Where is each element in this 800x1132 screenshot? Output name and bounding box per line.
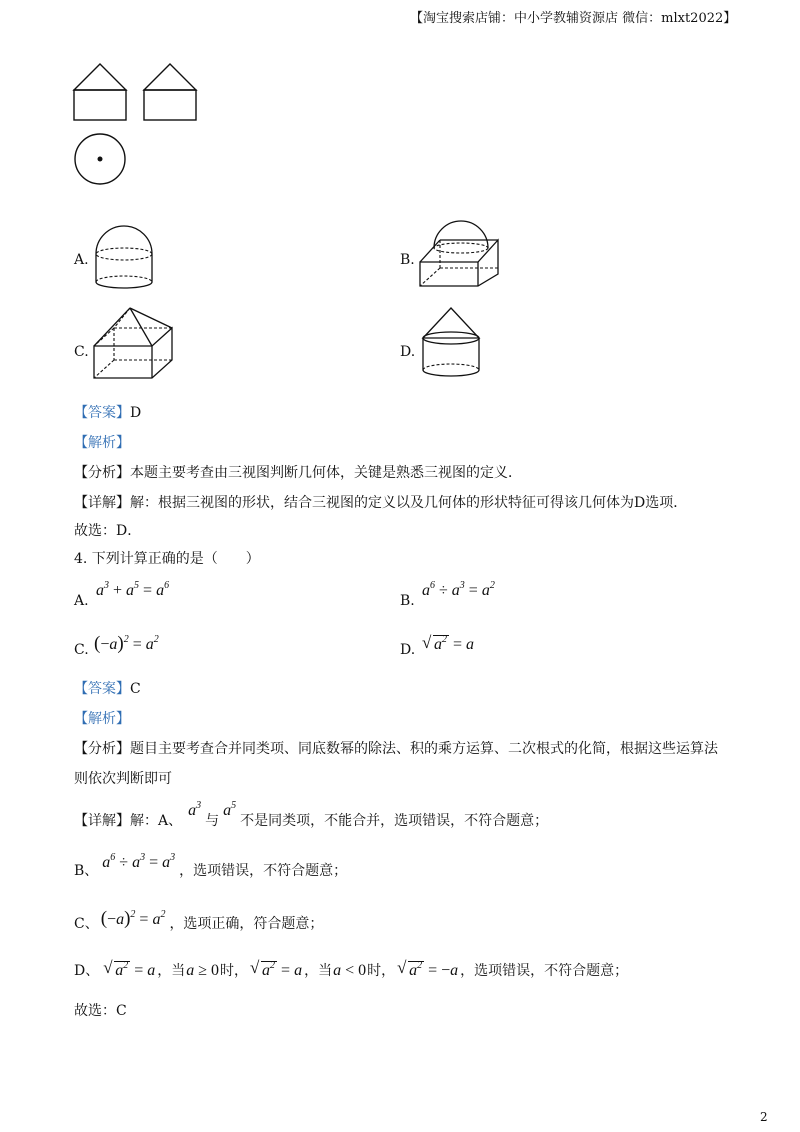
q3-analysis-tag: 【解析】 [74, 435, 130, 451]
q4-choose: 故选：C [74, 1003, 127, 1019]
q4-detail-c-line [74, 908, 324, 933]
q3-answer-line [74, 404, 141, 422]
q4-option-a-label: A. [74, 593, 89, 609]
q4-answer-tag: 【答案】 [74, 681, 130, 697]
q3-detail-text: 解：根据三视图的形状，结合三视图的定义以及几何体的形状特征可得该几何体为D选项． [130, 495, 688, 511]
q4-detail-a-yu: 与 [205, 813, 220, 829]
top-view-figure [74, 133, 130, 189]
q3-option-a-label: A. [74, 252, 89, 268]
q3-option-b-label: B. [400, 252, 415, 268]
q3-fenxi-text: 本题主要考查由三视图判断几何体，关键是熟悉三视图的定义． [130, 465, 522, 481]
q4-detail-b-expr: $a^6 \div a^3 = a^3$ [102, 852, 176, 871]
q4-option-a-expr: $a^3 + a^5 = a^6$ [96, 580, 170, 599]
q3-answer-tag: 【答案】 [74, 405, 130, 421]
q4-detail-d-shi1: 时， [220, 963, 249, 979]
q4-detail-b-label: B、 [74, 863, 99, 879]
q4-detail-b-line [74, 852, 348, 880]
q3-detail-tag: 【详解】 [74, 495, 130, 511]
q4-detail-d-cond1: a ≥ 0 [186, 962, 220, 979]
q4-detail-d-when1: ，当 [157, 963, 186, 979]
q4-detail-d-text: ，选项错误，不符合题意； [460, 963, 629, 979]
q4-detail-tag: 【详解】 [74, 813, 130, 829]
q4-detail-d-when2: ，当 [304, 963, 333, 979]
page-number: 2 [760, 1110, 768, 1124]
q4-fenxi-line1 [74, 740, 718, 758]
q3-detail-line [74, 494, 687, 512]
q4-detail-a-text: 不是同类项，不能合并，选项错误，不符合题意； [240, 813, 549, 829]
q4-detail-d-expr3: √ $a^2 = -a$ [397, 958, 459, 979]
q4-detail-a-expr2: $a^5$ [223, 800, 237, 819]
q4-fenxi-line2: 则依次判断即可 [74, 771, 172, 787]
q4-detail-d-shi2: 时， [367, 963, 396, 979]
q3-option-c-figure [94, 306, 176, 382]
q3-fenxi-line [74, 464, 522, 482]
q4-option-c-expr: $(-a)^2 = a^2$ [94, 633, 159, 654]
q4-detail-d-cond2: a < 0 [333, 962, 367, 979]
q4-option-b-label: B. [400, 593, 415, 609]
q4-fenxi-text1: 题目主要考查合并同类项、同底数幂的除法、积的乘方运算、二次根式的化简，根据这些运算法 [130, 741, 718, 757]
q4-answer-line [74, 680, 141, 698]
q3-option-d-figure [420, 306, 482, 380]
q4-detail-d-line [74, 958, 629, 980]
q4-detail-a-expr1: $a^3$ [188, 800, 202, 819]
q4-detail-b-text: ，选项错误，不符合题意； [179, 863, 348, 879]
q4-option-d-expr: √ $a^2 = a$ [422, 633, 475, 653]
q3-choose: 故选：D． [74, 523, 142, 539]
q3-option-a-figure [94, 224, 154, 290]
q4-detail-a-line [74, 800, 549, 830]
q4-detail-a-prefix: 解：A、 [130, 813, 183, 829]
q3-option-b-figure [420, 222, 502, 290]
q4-detail-d-expr1: √ $a^2 = a$ [103, 958, 156, 979]
q3-option-d-label: D. [400, 344, 416, 360]
q4-option-c-label: C. [74, 642, 89, 658]
q4-detail-c-text: ，选项正确，符合题意； [169, 916, 324, 932]
front-view-figure [74, 62, 130, 122]
q4-detail-c-label: C、 [74, 916, 99, 932]
q4-detail-d-label: D、 [74, 963, 100, 979]
q4-stem: 4. 下列计算正确的是（ ） [74, 551, 260, 567]
q4-detail-d-expr2: √ $a^2 = a$ [250, 958, 303, 979]
side-view-figure [144, 62, 200, 122]
q4-answer-value: C [130, 681, 141, 697]
q4-detail-c-expr: $(-a)^2 = a^2$ [100, 908, 166, 929]
header-watermark: 【淘宝搜索店铺：中小学教辅资源店 微信：mlxt2022】 [410, 11, 737, 26]
q3-answer-value: D [130, 405, 142, 421]
q3-fenxi-tag: 【分析】 [74, 465, 130, 481]
q4-analysis-tag: 【解析】 [74, 711, 130, 727]
q4-fenxi-tag: 【分析】 [74, 741, 130, 757]
q4-option-b-expr: $a^6 \div a^3 = a^2$ [422, 580, 495, 599]
q4-option-d-label: D. [400, 642, 416, 658]
q3-option-c-label: C. [74, 344, 89, 360]
